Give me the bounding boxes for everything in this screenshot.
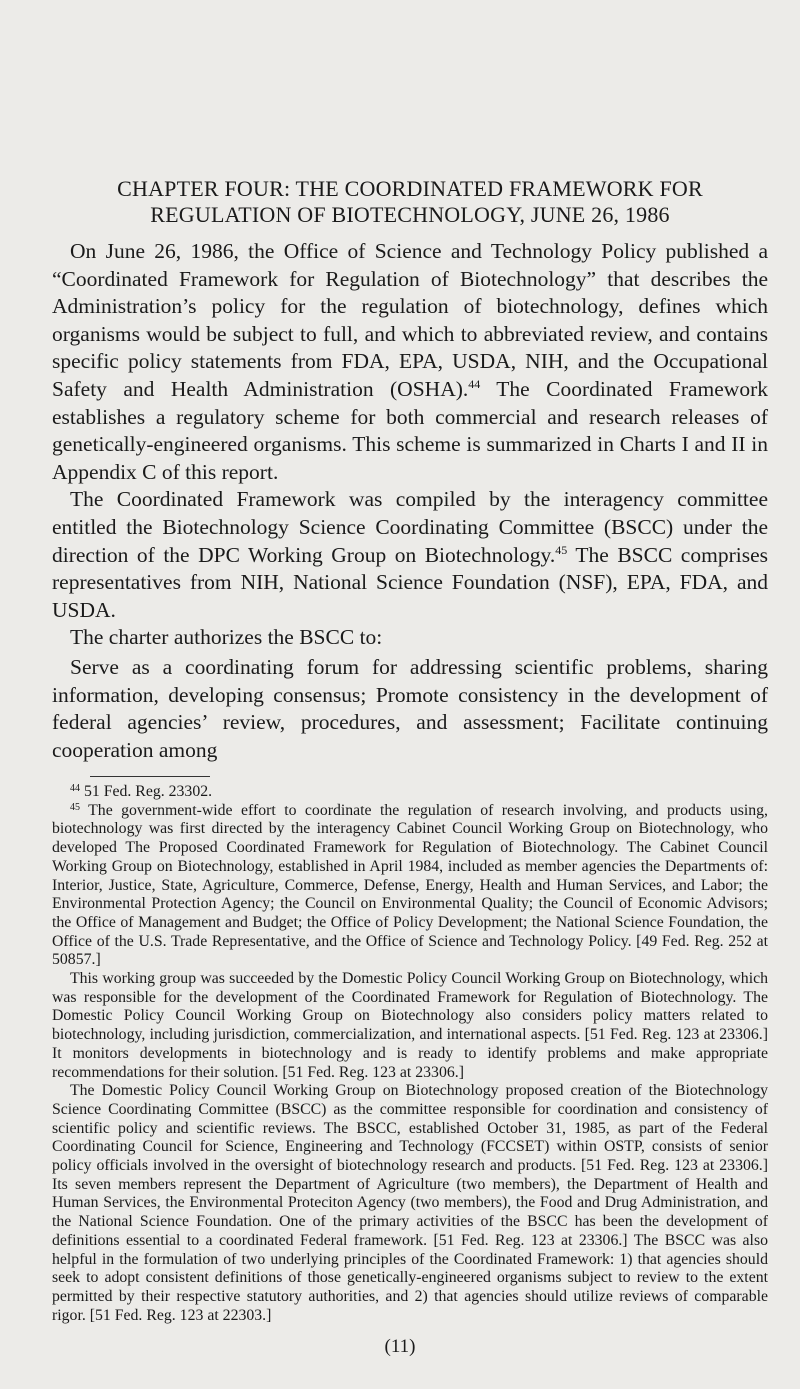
footnote-45 [52, 802, 768, 970]
body-paragraph-2-tail: The BSCC comprises representatives from NIH, National Science Foundation (NSF), EPA, FDA, and USDA. [52, 542, 768, 622]
footnotes [52, 783, 768, 1325]
body-paragraph-2-text: The Coordinated Framework was compiled by the interagency committee entitled the Biotechnology Science Coordinating Committee (BSCC) under the direction of the DPC Working Group on Biotechnology. [52, 487, 768, 567]
footnote-44-text: 51 Fed. Reg. 23302. [80, 783, 213, 800]
chapter-title [60, 176, 760, 228]
footnote-45-paragraph-2: This working group was succeeded by the Domestic Policy Council Working Group on Biotechnology, which was responsible for the development of the Coordinated Framework for Regulation of Biotechnology. The Domestic Policy Council Working Group on Biotechnology also considers policy matters related to biotechnology, including jurisdiction, commercialization, and international aspects. [51 Fed. Reg. 123 at 23306.] It monitors developments in biotechnology and is ready to identify problems and make appropriate recommendations for their solution. [51 Fed. Reg. 123 at 23306.] [52, 970, 768, 1081]
body-paragraph-1-text: On June 26, 1986, the Office of Science and Technology Policy published a “Coordinated Framework for Regulation of Biotechnology” that describes the Administration’s policy for the regulation of biotechnology, defines which organisms would be subject to full, and which to abbreviated review, and contains specific policy statements from FDA, EPA, USDA, NIH, and the Occupational Safety and Health Administration (OSHA). [52, 239, 768, 401]
charter-quote: Serve as a coordinating forum for addressing scientific problems, sharing information, developing consensus; Promote consistency in the development of federal agencies’ review, procedures, and assessment; Facilitate continuing cooperation among [52, 654, 768, 762]
body-paragraph-2 [52, 486, 768, 624]
body-paragraph-1 [52, 238, 768, 486]
chapter-title-line-2: REGULATION OF BIOTECHNOLOGY, JUNE 26, 1986 [150, 202, 670, 227]
footnote-44 [52, 783, 768, 802]
footnote-divider [90, 776, 210, 777]
footnote-ref-44: 44 [468, 376, 481, 391]
body-paragraph-3: The charter authorizes the BSCC to: [70, 625, 383, 650]
chapter-title-line-1: CHAPTER FOUR: THE COORDINATED FRAMEWORK FOR [117, 176, 703, 201]
main-body [52, 238, 768, 764]
footnote-45-paragraph-3: The Domestic Policy Council Working Group on Biotechnology proposed creation of the Biotechnology Science Coordinating Committee (BSCC) as the committee responsible for coordination and consistency of scientific policy and scientific reviews. The BSCC, established October 31, 1985, as part of the Federal Coordinating Council for Science, Engineering and Technology (FCCSET) within OSTP, consists of senior policy officials involved in the oversight of biotechnology research and products. [51 Fed. Reg. 123 at 23306.] Its seven members represent the Department of Agriculture (two members), the Department of Health and Human Services, the Environmental Proteciton Agency (two members), the Food and Drug Administration, and the National Science Foundation. One of the primary activities of the BSCC has been the development of definitions essential to a coordinated Federal framework. [51 Fed. Reg. 123 at 23306.] The BSCC was also helpful in the formulation of two underlying principles of the Coordinated Framework: 1) that agencies should seek to adopt consistent definitions of those genetically-engineered organisms subject to review to the extent permitted by their respective statutory authorities, and 2) that agencies should utilize reviews of comparable rigor. [51 Fed. Reg. 123 at 22303.] [52, 1082, 768, 1324]
footnote-ref-45: 45 [555, 542, 568, 557]
footnote-44-mark: 44 [70, 783, 80, 794]
footnote-45-text: The government-wide effort to coordinate the regulation of research involving, and products using, biotechnology was first directed by the interagency Cabinet Council Working Group on Biotechnology, who developed The Proposed Coordinated Framework for Regulation of Biotechnology. The Cabinet Council Working Group on Biotechnology, established in April 1984, included as member agencies the Departments of: Interior, Justice, State, Agriculture, Commerce, Defense, Energy, Health and Human Services, and Labor; the Environmental Protection Agency; the Council on Environmental Quality; the Council of Economic Advisors; the Office of Management and Budget; the Office of Policy Development; the National Science Foundation, the Office of the U.S. Trade Representative, and the Office of Science and Technology Policy. [49 Fed. Reg. 252 at 50857.] [52, 801, 768, 969]
footnote-45-mark: 45 [70, 801, 80, 813]
body-paragraph-1-tail: The Coordinated Framework establishes a regulatory scheme for both commercial and research releases of genetically-engineered organisms. This scheme is summarized in Charts I and II in Appendix C of this report. [52, 376, 768, 484]
page-number: (11) [384, 1336, 416, 1357]
